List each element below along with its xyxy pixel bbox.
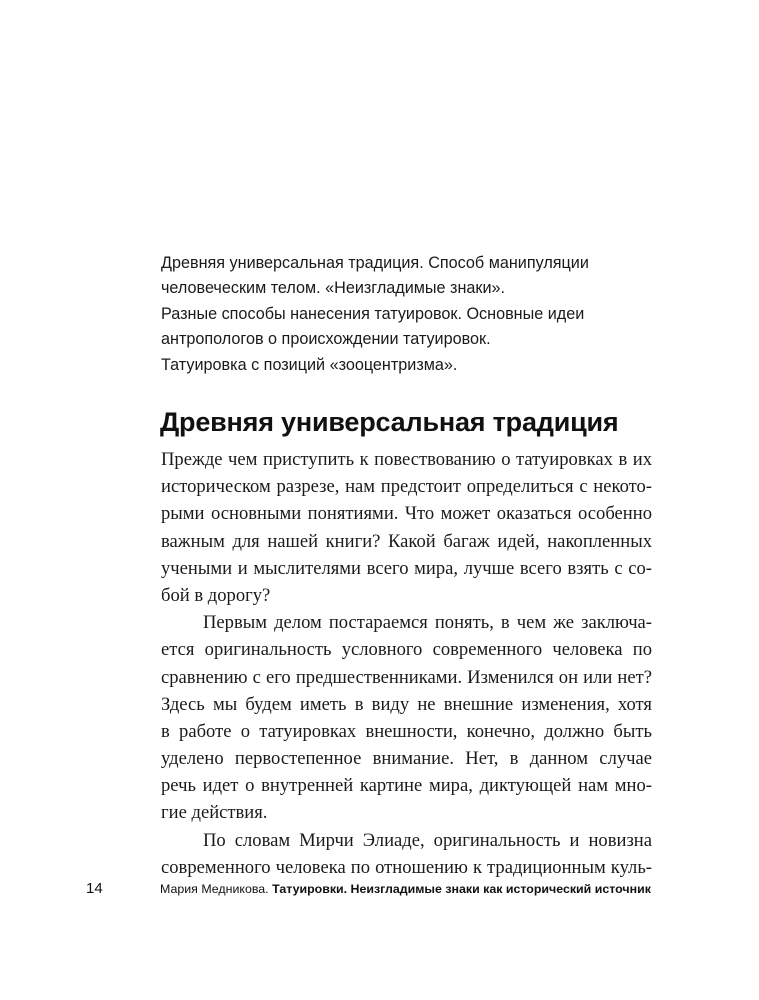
- footer-author: Мария Медникова.: [160, 882, 273, 896]
- text-line: Здесь мы будем иметь в виду не внешние изменения, хотя: [161, 693, 652, 715]
- running-footer: [160, 882, 651, 896]
- text-line: гие действия.: [161, 802, 268, 824]
- text-line: Прежде чем приступить к повествованию о татуировках в их: [161, 449, 652, 470]
- text-line: рыми основными понятиями. Что может оказаться особенно: [161, 503, 652, 525]
- summary-line: Разные способы нанесения татуировок. Основные идеи: [161, 304, 585, 323]
- text-line: ется оригинальность условного современного человека по: [161, 639, 652, 661]
- text-line: уделено первостепенное внимание. Нет, в данном случае: [161, 748, 652, 770]
- summary-line: Татуировка с позиций «зооцентризма».: [161, 355, 458, 374]
- chapter-summary: [161, 251, 621, 378]
- text-line: в работе о татуировках внешности, конечно, должно быть: [161, 720, 652, 742]
- text-line: историческом разрезе, нам предстоит определиться с некото-: [161, 476, 652, 498]
- summary-line: человеческим телом. «Неизгладимые знаки».: [161, 279, 506, 298]
- text-line: сравнению с его предшественниками. Изменился он или нет?: [161, 666, 652, 688]
- footer-book-title: Татуировки. Неизгладимые знаки как исторический источник: [272, 882, 651, 896]
- text-line: учеными и мыслителями всего мира, лучше всего взять с со-: [161, 557, 652, 579]
- summary-line: антропологов о происхождении татуировок.: [161, 330, 491, 349]
- page-number: 14: [86, 880, 103, 897]
- text-line: современного человека по отношению к традиционным куль-: [161, 856, 652, 878]
- paragraph-3: [161, 827, 652, 881]
- text-line: речь идет о внутренней картине мира, диктующей нам мно-: [161, 775, 652, 797]
- summary-line: Древняя универсальная традиция. Способ манипуляции: [161, 254, 589, 272]
- text-line: важным для нашей книги? Какой багаж идей, накопленных: [161, 530, 652, 552]
- paragraph-1: [161, 446, 652, 609]
- text-line: бой в дорогу?: [161, 584, 271, 606]
- body-text: [161, 446, 652, 881]
- section-heading: Древняя универсальная традиция: [160, 407, 619, 437]
- text-line: По словам Мирчи Элиаде, оригинальность и новизна: [203, 829, 652, 851]
- text-line: Первым делом постараемся понять, в чем же заключа-: [203, 612, 652, 634]
- paragraph-2: [161, 609, 652, 827]
